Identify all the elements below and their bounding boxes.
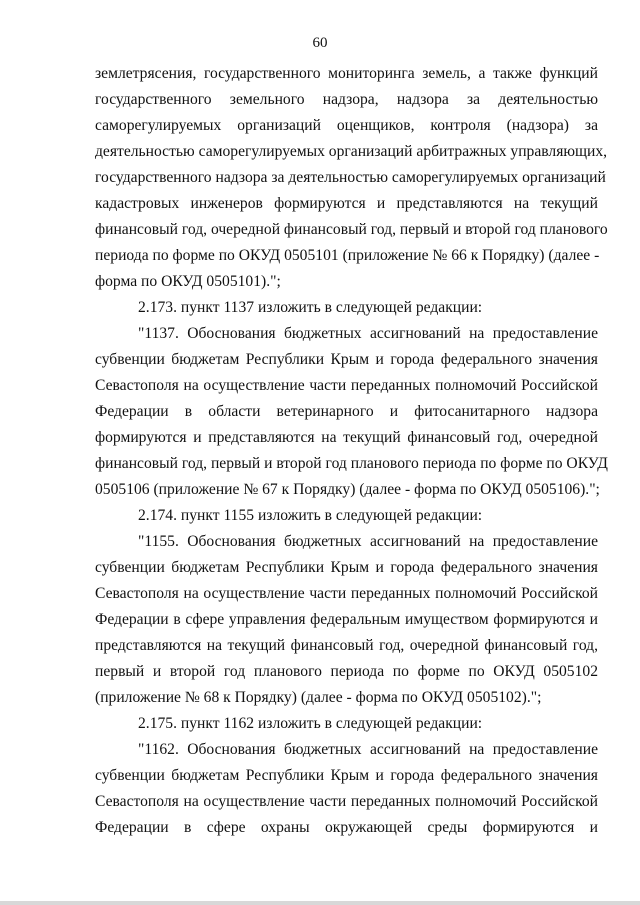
text-line: деятельностью саморегулируемых организаций арбитражных управляющих, — [95, 143, 608, 160]
text-line: "1162. Обоснования бюджетных ассигнований на предоставление — [138, 741, 598, 758]
text-line: государственного земельного надзора, надзора за деятельностью — [95, 91, 598, 108]
text-line: Севастополя на осуществление части переданных полномочий Российской — [95, 793, 598, 810]
text-line: саморегулируемых организаций оценщиков, контроля (надзора) за — [95, 117, 598, 134]
text-line: субвенции бюджетам Республики Крым и города федерального значения — [95, 559, 598, 576]
text-line: (приложение № 68 к Порядку) (далее - форма по ОКУД 0505102)."; — [95, 689, 542, 706]
text-line: "1155. Обоснования бюджетных ассигнований на предоставление — [138, 533, 598, 550]
text-line: Федерации в сфере управления федеральным имуществом формируются и — [95, 611, 598, 628]
text-line: 2.174. пункт 1155 изложить в следующей редакции: — [138, 507, 483, 524]
text-line: "1137. Обоснования бюджетных ассигнований на предоставление — [138, 325, 598, 342]
page-number: 60 — [312, 35, 328, 51]
text-line: формируются и представляются на текущий финансовый год, очередной — [95, 429, 598, 446]
text-line: кадастровых инженеров формируются и представляются на текущий — [95, 195, 598, 212]
text-line: Севастополя на осуществление части переданных полномочий Российской — [95, 585, 598, 602]
text-line: Федерации в области ветеринарного и фитосанитарного надзора — [95, 403, 598, 420]
text-line: субвенции бюджетам Республики Крым и города федерального значения — [95, 351, 598, 368]
document-body — [95, 61, 608, 841]
text-line: финансовый год, очередной финансовый год, первый и второй год планового — [95, 221, 608, 238]
text-line: форма по ОКУД 0505101)."; — [95, 273, 281, 290]
text-line: Севастополя на осуществление части переданных полномочий Российской — [95, 377, 598, 394]
text-line: периода по форме по ОКУД 0505101 (приложение № 66 к Порядку) (далее - — [95, 247, 600, 264]
text-line: Федерации в сфере охраны окружающей среды формируются и — [95, 819, 598, 836]
page-bottom-edge — [0, 901, 640, 905]
text-line: субвенции бюджетам Республики Крым и города федерального значения — [95, 767, 598, 784]
text-line: представляются на текущий финансовый год, очередной финансовый год, — [95, 637, 598, 654]
text-line: 0505106 (приложение № 67 к Порядку) (далее - форма по ОКУД 0505106)."; — [95, 481, 600, 498]
text-line: государственного надзора за деятельностью саморегулируемых организаций — [95, 169, 606, 186]
text-line: землетрясения, государственного мониторинга земель, а также функций — [95, 65, 598, 82]
text-line: первый и второй год планового периода по форме по ОКУД 0505102 — [95, 663, 598, 680]
text-line: финансовый год, первый и второй год планового периода по форме по ОКУД — [95, 455, 608, 472]
text-line: 2.173. пункт 1137 изложить в следующей редакции: — [138, 299, 483, 316]
text-line: 2.175. пункт 1162 изложить в следующей редакции: — [138, 715, 483, 732]
